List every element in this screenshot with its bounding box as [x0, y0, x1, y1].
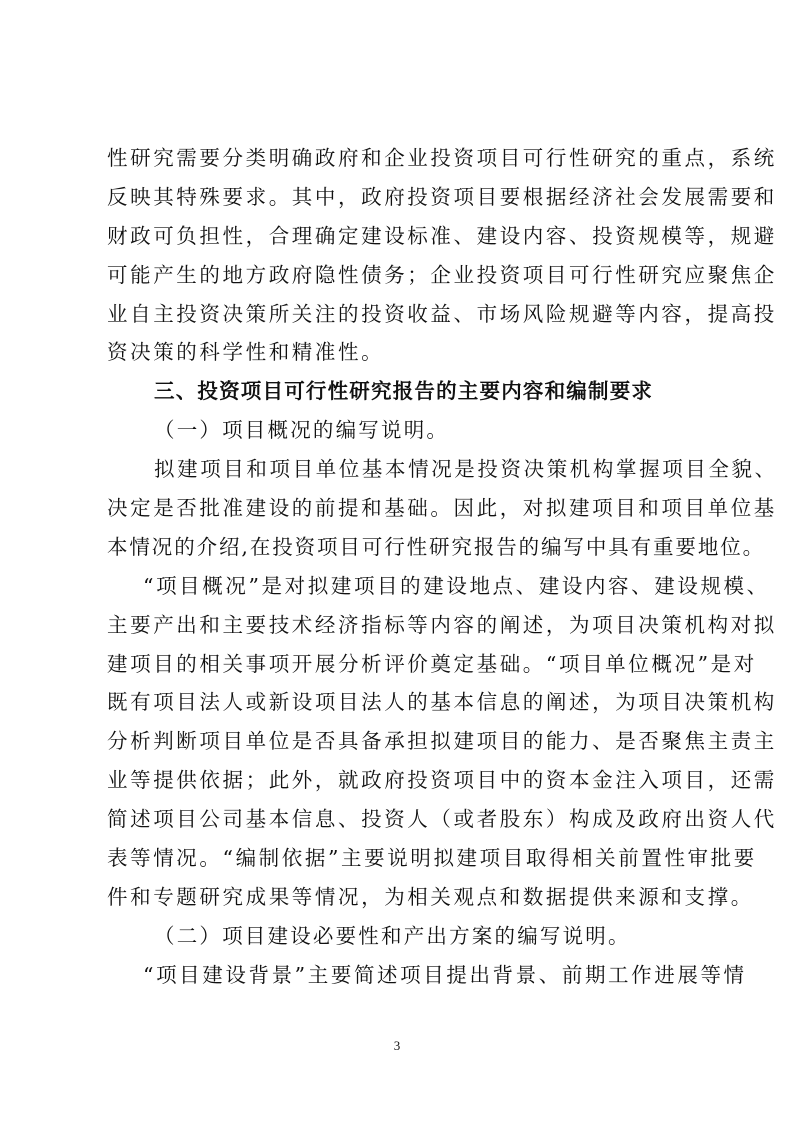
body-line: 决定是否批准建设的前提和基础。因此，对拟建项目和项目单位基	[107, 496, 777, 521]
section-heading: 三、投资项目可行性研究报告的主要内容和编制要求	[154, 379, 654, 404]
paragraph-first-line: 拟建项目和项目单位基本情况是投资决策机构掌握项目全貌、	[154, 457, 778, 482]
body-line: 反映其特殊要求。其中，政府投资项目要根据经济社会发展需要和	[107, 184, 777, 209]
paragraph-first-line: “项目建设背景”主要简述项目提出背景、前期工作进展等情	[143, 962, 747, 987]
body-line: 分析判断项目单位是否具备承担拟建项目的能力、是否聚焦主责主	[107, 729, 777, 754]
body-line: 财政可负担性，合理确定建设标准、建设内容、投资规模等，规避	[107, 223, 777, 248]
paragraph-first-line: “项目概况”是对拟建项目的建设地点、建设内容、建设规模、	[143, 573, 770, 598]
body-line: 可能产生的地方政府隐性债务；企业投资项目可行性研究应聚焦企	[107, 262, 777, 287]
body-line: 件和专题研究成果等情况，为相关观点和数据提供来源和支撑。	[107, 884, 754, 909]
body-line: 主要产出和主要技术经济指标等内容的阐述，为项目决策机构对拟	[107, 612, 777, 637]
body-line: 业等提供依据；此外，就政府投资项目中的资本金注入项目，还需	[107, 768, 777, 793]
body-line: 表等情况。“编制依据”主要说明拟建项目取得相关前置性审批要	[107, 846, 757, 871]
subsection-heading: （二）项目建设必要性和产出方案的编写说明。	[154, 923, 631, 948]
body-line: 建项目的相关事项开展分析评价奠定基础。“项目单位概况”是对	[107, 651, 757, 676]
body-line: 性研究需要分类明确政府和企业投资项目可行性研究的重点，系统	[107, 146, 777, 170]
body-line: 资决策的科学性和精准性。	[107, 340, 385, 365]
body-line: 本情况的介绍,在投资项目可行性研究报告的编写中具有重要地位。	[107, 534, 766, 559]
body-line: 简述项目公司基本信息、投资人（或者股东）构成及政府出资人代	[107, 807, 777, 832]
page-body	[107, 139, 778, 995]
body-line: 既有项目法人或新设项目法人的基本信息的阐述，为项目决策机构	[107, 690, 777, 715]
page-number: 3	[393, 1038, 401, 1053]
subsection-heading: （一）项目概况的编写说明。	[154, 418, 450, 443]
body-line: 业自主投资决策所关注的投资收益、市场风险规避等内容，提高投	[107, 301, 777, 326]
